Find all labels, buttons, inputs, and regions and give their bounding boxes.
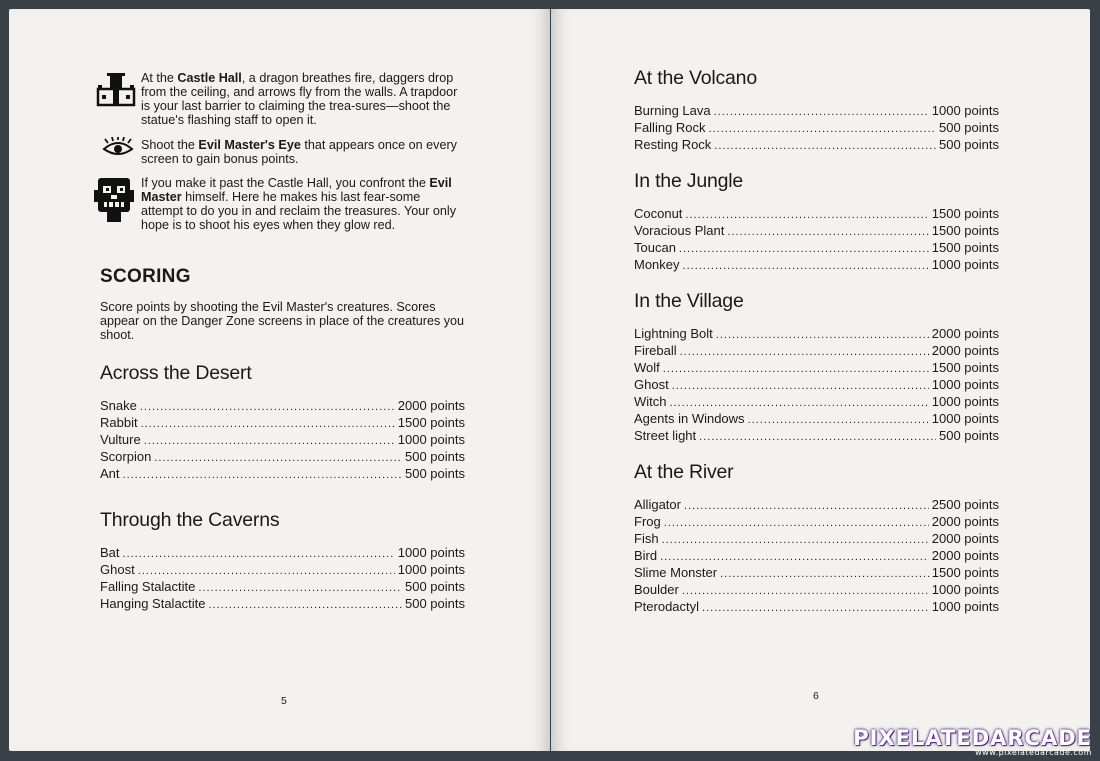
score-row: Fireball ..... 2000 points — [634, 342, 999, 359]
score-row: Witch ..... 1000 points — [634, 393, 999, 410]
score-row: Lightning Bolt ..... 2000 points — [634, 325, 999, 342]
evil-eye-text: Shoot the Evil Master's Eye that appears once on every screen to gain bonus points. — [141, 138, 457, 166]
evil-master-icon — [94, 176, 134, 229]
castle-hall-icon — [96, 71, 136, 112]
score-row: Wolf ..... 1500 points — [634, 359, 999, 376]
score-row: Street light ..... 500 points — [634, 427, 999, 444]
score-row: Bird ..... 2000 points — [634, 547, 999, 564]
evil-eye-icon — [102, 137, 134, 164]
evil-master-item — [100, 176, 465, 232]
section-river — [634, 461, 999, 615]
section-village — [634, 290, 999, 444]
score-row: Slime Monster ..... 1500 points — [634, 564, 999, 581]
section-jungle — [634, 170, 999, 273]
castle-hall-text: At the Castle Hall, a dragon breathes fire, daggers drop from the ceiling, and arrows fly from the walls. A trapdoor is your last barrier to claiming the trea-sures—shoot the statue's flashing staff to open it. — [141, 71, 458, 127]
page-number: 5 — [281, 695, 287, 707]
score-row: Falling Stalactite ..... 500 points — [100, 578, 465, 595]
score-row: Ghost ..... 1000 points — [100, 561, 465, 578]
score-row: Boulder ..... 1000 points — [634, 581, 999, 598]
score-row: Bat ..... 1000 points — [100, 544, 465, 561]
right-page — [551, 9, 1090, 751]
section-title: At the River — [634, 461, 734, 483]
watermark-title: PIXELATEDARCADE — [853, 726, 1092, 750]
evil-master-text: If you make it past the Castle Hall, you confront the Evil Master himself. Here he makes his last fear-some attempt to do you in and reclaim the treasures. Your only hope is to shoot his eyes when they glow red. — [141, 176, 457, 232]
section-title: In the Village — [634, 290, 744, 312]
score-row: Rabbit ..... 1500 points — [100, 414, 465, 431]
score-row: Fish ..... 2000 points — [634, 530, 999, 547]
score-row: Voracious Plant ..... 1500 points — [634, 222, 999, 239]
score-row: Toucan ..... 1500 points — [634, 239, 999, 256]
score-row: Frog ..... 2000 points — [634, 513, 999, 530]
watermark-url: www.pixelatedarcade.com — [975, 748, 1092, 757]
score-row: Burning Lava ..... 1000 points — [634, 102, 999, 119]
scoring-text: Score points by shooting the Evil Master's creatures. Scores appear on the Danger Zone screens in place of the creatures you shoot. — [100, 300, 465, 342]
score-row: Resting Rock ..... 500 points — [634, 136, 999, 153]
castle-hall-item — [100, 71, 465, 127]
score-row: Ghost ..... 1000 points — [634, 376, 999, 393]
section-desert — [100, 362, 465, 482]
score-row: Monkey ..... 1000 points — [634, 256, 999, 273]
section-title: In the Jungle — [634, 170, 744, 192]
page-number: 6 — [813, 690, 819, 702]
right-column — [634, 67, 999, 615]
score-row: Alligator ..... 2500 points — [634, 496, 999, 513]
section-title: At the Volcano — [634, 67, 757, 89]
left-column — [100, 71, 465, 612]
score-row: Pterodactyl ..... 1000 points — [634, 598, 999, 615]
scoring-heading: SCORING — [100, 266, 191, 287]
section-caverns — [100, 509, 465, 612]
watermark — [853, 726, 1092, 757]
section-volcano — [634, 67, 999, 153]
score-row: Agents in Windows ..... 1000 points — [634, 410, 999, 427]
section-title: Across the Desert — [100, 362, 252, 384]
score-row: Coconut ..... 1500 points — [634, 205, 999, 222]
score-row: Ant ..... 500 points — [100, 465, 465, 482]
score-row: Vulture ..... 1000 points — [100, 431, 465, 448]
score-row: Falling Rock ..... 500 points — [634, 119, 999, 136]
score-row: Hanging Stalactite ..... 500 points — [100, 595, 465, 612]
evil-eye-item — [100, 138, 465, 166]
section-title: Through the Caverns — [100, 509, 280, 531]
score-row: Scorpion ..... 500 points — [100, 448, 465, 465]
score-row: Snake ..... 2000 points — [100, 397, 465, 414]
left-page — [9, 9, 550, 751]
